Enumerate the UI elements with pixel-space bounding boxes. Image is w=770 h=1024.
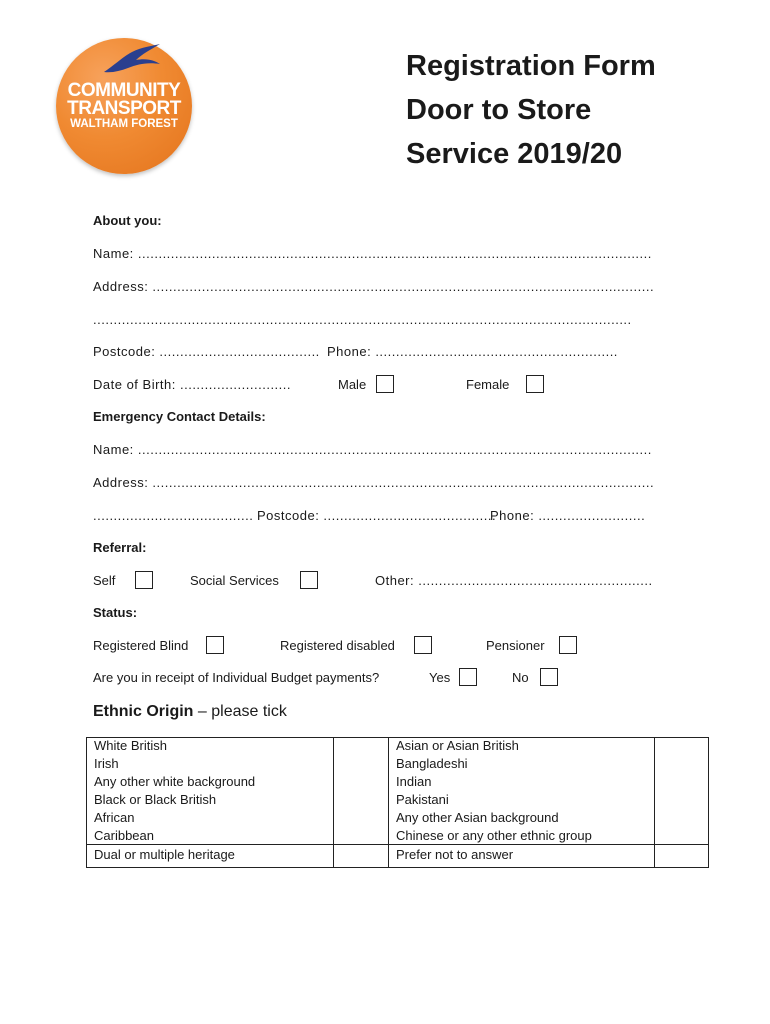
table-row (87, 828, 709, 845)
emergency-address-line2-field[interactable]: ....................................... (93, 508, 254, 523)
female-label: Female (466, 377, 510, 392)
about-you-heading: About you: (93, 213, 162, 228)
ethnic-option-label: African (87, 810, 334, 828)
name-field[interactable]: Name: ............................................................................................................................. (93, 246, 652, 261)
date-of-birth-field[interactable]: Date of Birth: ........................... (93, 377, 291, 392)
budget-no-checkbox[interactable] (540, 668, 558, 686)
address-field[interactable]: Address: .......................................................................................................................... (93, 279, 655, 294)
address-line2-field[interactable]: ................................................................................................................................... (93, 312, 632, 327)
female-checkbox[interactable] (526, 375, 544, 393)
emergency-name-field[interactable]: Name: ............................................................................................................................. (93, 442, 652, 457)
logo-text-transport: TRANSPORT (67, 98, 181, 119)
referral-self-checkbox[interactable] (135, 571, 153, 589)
ethnic-option-label: Any other Asian background (389, 810, 655, 828)
status-heading: Status: (93, 605, 138, 620)
budget-no-label: No (512, 670, 529, 685)
registered-blind-label: Registered Blind (93, 638, 189, 653)
logo-text-waltham-forest: WALTHAM FOREST (70, 118, 178, 130)
table-row (87, 792, 709, 810)
table-row (87, 774, 709, 792)
ethnic-option-label: Bangladeshi (389, 756, 655, 774)
ethnic-option-label: Indian (389, 774, 655, 792)
registered-disabled-label: Registered disabled (280, 638, 395, 653)
postcode-field[interactable]: Postcode: ....................................... (93, 344, 320, 359)
phone-field[interactable]: Phone: ........................................................... (327, 344, 618, 359)
ethnic-origin-heading-bold: Ethnic Origin (93, 703, 194, 720)
male-label: Male (338, 377, 367, 392)
form-subtitle-service: Door to Store (406, 94, 592, 126)
ethnic-tick-cell[interactable] (655, 756, 709, 774)
ethnic-tick-cell[interactable] (334, 828, 389, 845)
emergency-address-field[interactable]: Address: .......................................................................................................................... (93, 475, 655, 490)
ethnic-tick-cell[interactable] (334, 792, 389, 810)
ethnic-option-label: Dual or multiple heritage (87, 845, 334, 868)
ethnic-tick-cell[interactable] (334, 845, 389, 868)
ethnic-tick-cell[interactable] (655, 774, 709, 792)
ethnic-option-label: White British (87, 738, 334, 757)
pensioner-checkbox[interactable] (559, 636, 577, 654)
pensioner-label: Pensioner (486, 638, 545, 653)
ethnic-option-label: Any other white background (87, 774, 334, 792)
swallow-bird-icon (102, 42, 162, 78)
referral-social-services-label: Social Services (190, 573, 279, 588)
budget-yes-checkbox[interactable] (459, 668, 477, 686)
registered-disabled-checkbox[interactable] (414, 636, 432, 654)
logo-text-community: COMMUNITY (67, 80, 181, 101)
budget-yes-label: Yes (429, 670, 451, 685)
referral-other-field[interactable]: Other: ......................................................... (375, 573, 653, 588)
emergency-postcode-field[interactable]: Postcode: .......................................... (257, 508, 497, 523)
form-subtitle-year: Service 2019/20 (406, 138, 623, 170)
ethnic-option-label: Black or Black British (87, 792, 334, 810)
ethnic-tick-cell[interactable] (655, 845, 709, 868)
ethnic-tick-cell[interactable] (655, 792, 709, 810)
emergency-contact-heading: Emergency Contact Details: (93, 409, 266, 424)
ethnic-tick-cell[interactable] (655, 828, 709, 845)
ethnic-option-label: Pakistani (389, 792, 655, 810)
referral-social-services-checkbox[interactable] (300, 571, 318, 589)
table-row (87, 738, 709, 757)
table-row (87, 756, 709, 774)
ethnic-option-label: Irish (87, 756, 334, 774)
ethnic-tick-cell[interactable] (655, 738, 709, 757)
ethnic-origin-heading-instruction: – please tick (193, 703, 287, 720)
ethnic-tick-cell[interactable] (334, 756, 389, 774)
table-row (87, 845, 709, 868)
ethnic-option-label: Chinese or any other ethnic group (389, 828, 655, 845)
ethnic-tick-cell[interactable] (334, 738, 389, 757)
ethnic-tick-cell[interactable] (334, 774, 389, 792)
ethnic-option-label: Caribbean (87, 828, 334, 845)
ethnic-origin-heading (93, 703, 287, 721)
table-row (87, 810, 709, 828)
emergency-phone-field[interactable]: Phone: .......................... (490, 508, 646, 523)
ethnic-origin-table (86, 737, 709, 868)
ethnic-tick-cell[interactable] (655, 810, 709, 828)
ethnic-tick-cell[interactable] (334, 810, 389, 828)
ethnic-option-label: Asian or Asian British (389, 738, 655, 757)
male-checkbox[interactable] (376, 375, 394, 393)
community-transport-logo (56, 38, 192, 174)
referral-heading: Referral: (93, 540, 147, 555)
form-title: Registration Form (406, 50, 656, 82)
registered-blind-checkbox[interactable] (206, 636, 224, 654)
individual-budget-question: Are you in receipt of Individual Budget payments? (93, 670, 380, 685)
ethnic-option-label: Prefer not to answer (389, 845, 655, 868)
referral-self-label: Self (93, 573, 116, 588)
